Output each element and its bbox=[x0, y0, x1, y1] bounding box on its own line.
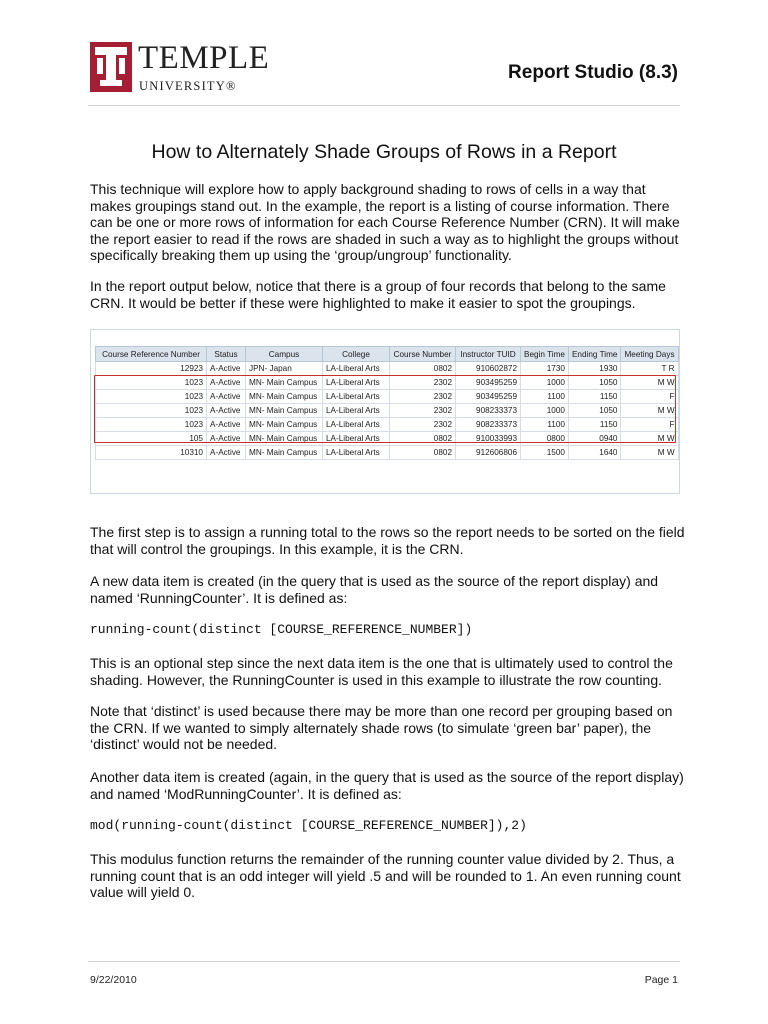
paragraph-modulus: This modulus function returns the remainder of the running counter value divided by 2. Thus, a running count that is an odd integer will yield .5 and will be rounded to 1. An even running count value will yield 0. bbox=[90, 851, 681, 901]
paragraph-optional-step: This is an optional step since the next data item is the one that is ultimately used to control the shading. However, the RunningCounter is used in this example to illustrate the row counting. bbox=[90, 655, 673, 688]
table-cell: 1000 bbox=[521, 404, 569, 418]
footer-divider bbox=[88, 961, 680, 962]
table-cell: 1640 bbox=[568, 446, 621, 460]
table-cell: 0800 bbox=[521, 432, 569, 446]
paragraph-intro: This technique will explore how to apply background shading to rows of cells in a way that makes groupings stand out. In the example, the report is a listing of course information. There can be one or more rows of information for each Course Reference Number (CRN). It will make the report easier to read if the rows are shaded in such a way as to highlight the groups without specifically breaking them up using the ‘group/ungroup’ functionality. bbox=[90, 181, 680, 264]
table-cell: 2302 bbox=[390, 376, 456, 390]
table-cell: LA-Liberal Arts bbox=[323, 404, 390, 418]
table-cell: A-Active bbox=[207, 418, 246, 432]
table-cell: MN- Main Campus bbox=[246, 446, 323, 460]
table-cell: 0802 bbox=[390, 362, 456, 376]
document-title: Report Studio (8.3) bbox=[508, 62, 678, 83]
paragraph-distinct-note: Note that ‘distinct’ is used because there may be more than one record per grouping based on the CRN. If we wanted to simply alternately shade rows (to simulate ‘green bar’ paper), the ‘distinct’ would not be needed. bbox=[90, 703, 673, 753]
table-cell: A-Active bbox=[207, 432, 246, 446]
table-cell: 2302 bbox=[390, 404, 456, 418]
table-cell: 1150 bbox=[568, 418, 621, 432]
column-header: College bbox=[323, 347, 390, 362]
table-cell: 1050 bbox=[568, 404, 621, 418]
table-cell: MN- Main Campus bbox=[246, 418, 323, 432]
table-row bbox=[96, 376, 679, 390]
table-cell: 1000 bbox=[521, 376, 569, 390]
table-cell: 1023 bbox=[96, 376, 207, 390]
table-cell: F bbox=[621, 418, 678, 432]
table-row bbox=[96, 404, 679, 418]
footer-page-number: Page 1 bbox=[644, 974, 678, 986]
temple-logo-icon bbox=[90, 42, 132, 92]
table-cell: LA-Liberal Arts bbox=[323, 390, 390, 404]
table-cell: A-Active bbox=[207, 390, 246, 404]
table-cell: 0802 bbox=[390, 446, 456, 460]
table-cell: F bbox=[621, 390, 678, 404]
table-row bbox=[96, 446, 679, 460]
table-cell: 1930 bbox=[568, 362, 621, 376]
column-header: Instructor TUID bbox=[456, 347, 521, 362]
table-cell: M W bbox=[621, 404, 678, 418]
table-cell: MN- Main Campus bbox=[246, 404, 323, 418]
report-output-figure bbox=[90, 329, 680, 494]
paragraph-first-step: The first step is to assign a running total to the rows so the report needs to be sorted on the field that will control the groupings. In this example, it is the CRN. bbox=[90, 524, 685, 557]
code-running-count: running-count(distinct [COURSE_REFERENCE_NUMBER]) bbox=[90, 622, 473, 637]
column-header: Status bbox=[207, 347, 246, 362]
table-cell: 903495259 bbox=[456, 390, 521, 404]
table-cell: 912606806 bbox=[456, 446, 521, 460]
logo-subtitle: UNIVERSITY® bbox=[139, 79, 237, 93]
table-cell: A-Active bbox=[207, 404, 246, 418]
table-cell: 1150 bbox=[568, 390, 621, 404]
table-cell: 1500 bbox=[521, 446, 569, 460]
table-cell: T R bbox=[621, 362, 678, 376]
table-cell: 1100 bbox=[521, 390, 569, 404]
table-cell: LA-Liberal Arts bbox=[323, 446, 390, 460]
table-cell: 1023 bbox=[96, 404, 207, 418]
table-cell: LA-Liberal Arts bbox=[323, 376, 390, 390]
table-cell: 908233373 bbox=[456, 418, 521, 432]
table-cell: 2302 bbox=[390, 418, 456, 432]
paragraph-report-output: In the report output below, notice that there is a group of four records that belong to the same CRN. It would be better if these were highlighted to make it easier to spot the groupings. bbox=[90, 278, 666, 311]
table-cell: 0802 bbox=[390, 432, 456, 446]
paragraph-new-data-item: A new data item is created (in the query that is used as the source of the report display) and named ‘RunningCounter’. It is defined as: bbox=[90, 573, 659, 606]
table-cell: 1023 bbox=[96, 390, 207, 404]
table-cell: LA-Liberal Arts bbox=[323, 432, 390, 446]
footer-date: 9/22/2010 bbox=[90, 974, 137, 986]
table-cell: 0940 bbox=[568, 432, 621, 446]
table-row bbox=[96, 432, 679, 446]
table-cell: LA-Liberal Arts bbox=[323, 362, 390, 376]
table-row bbox=[96, 390, 679, 404]
table-cell: M W bbox=[621, 376, 678, 390]
table-cell: A-Active bbox=[207, 446, 246, 460]
table-cell: 903495259 bbox=[456, 376, 521, 390]
column-header: Begin Time bbox=[521, 347, 569, 362]
table-cell: MN- Main Campus bbox=[246, 376, 323, 390]
table-cell: MN- Main Campus bbox=[246, 390, 323, 404]
table-header-row bbox=[96, 347, 679, 362]
table-cell: 1100 bbox=[521, 418, 569, 432]
table-cell: LA-Liberal Arts bbox=[323, 418, 390, 432]
table-cell: 105 bbox=[96, 432, 207, 446]
logo-name: TEMPLE bbox=[138, 40, 270, 76]
table-row bbox=[96, 362, 679, 376]
table-cell: 1730 bbox=[521, 362, 569, 376]
table-cell: 908233373 bbox=[456, 404, 521, 418]
table-cell: M W bbox=[621, 432, 678, 446]
column-header: Ending Time bbox=[568, 347, 621, 362]
column-header: Campus bbox=[246, 347, 323, 362]
table-cell: 910602872 bbox=[456, 362, 521, 376]
table-cell: A-Active bbox=[207, 376, 246, 390]
table-cell: 10310 bbox=[96, 446, 207, 460]
table-cell: 1050 bbox=[568, 376, 621, 390]
table-cell: 12923 bbox=[96, 362, 207, 376]
table-cell: 2302 bbox=[390, 390, 456, 404]
table-cell: 1023 bbox=[96, 418, 207, 432]
report-table bbox=[95, 346, 679, 460]
table-cell: M W bbox=[621, 446, 678, 460]
column-header: Meeting Days bbox=[621, 347, 678, 362]
page-title: How to Alternately Shade Groups of Rows in a Report bbox=[151, 141, 617, 163]
code-mod-running-count: mod(running-count(distinct [COURSE_REFERENCE_NUMBER]),2) bbox=[90, 818, 527, 833]
column-header: Course Number bbox=[390, 347, 456, 362]
table-cell: A-Active bbox=[207, 362, 246, 376]
table-cell: MN- Main Campus bbox=[246, 432, 323, 446]
table-cell: JPN- Japan bbox=[246, 362, 323, 376]
header-divider bbox=[88, 105, 680, 106]
table-row bbox=[96, 418, 679, 432]
table-cell: 910033993 bbox=[456, 432, 521, 446]
paragraph-another-data-item: Another data item is created (again, in the query that is used as the source of the report display) and named ‘ModRunningCounter’. It is defined as: bbox=[90, 769, 684, 802]
column-header: Course Reference Number bbox=[96, 347, 207, 362]
